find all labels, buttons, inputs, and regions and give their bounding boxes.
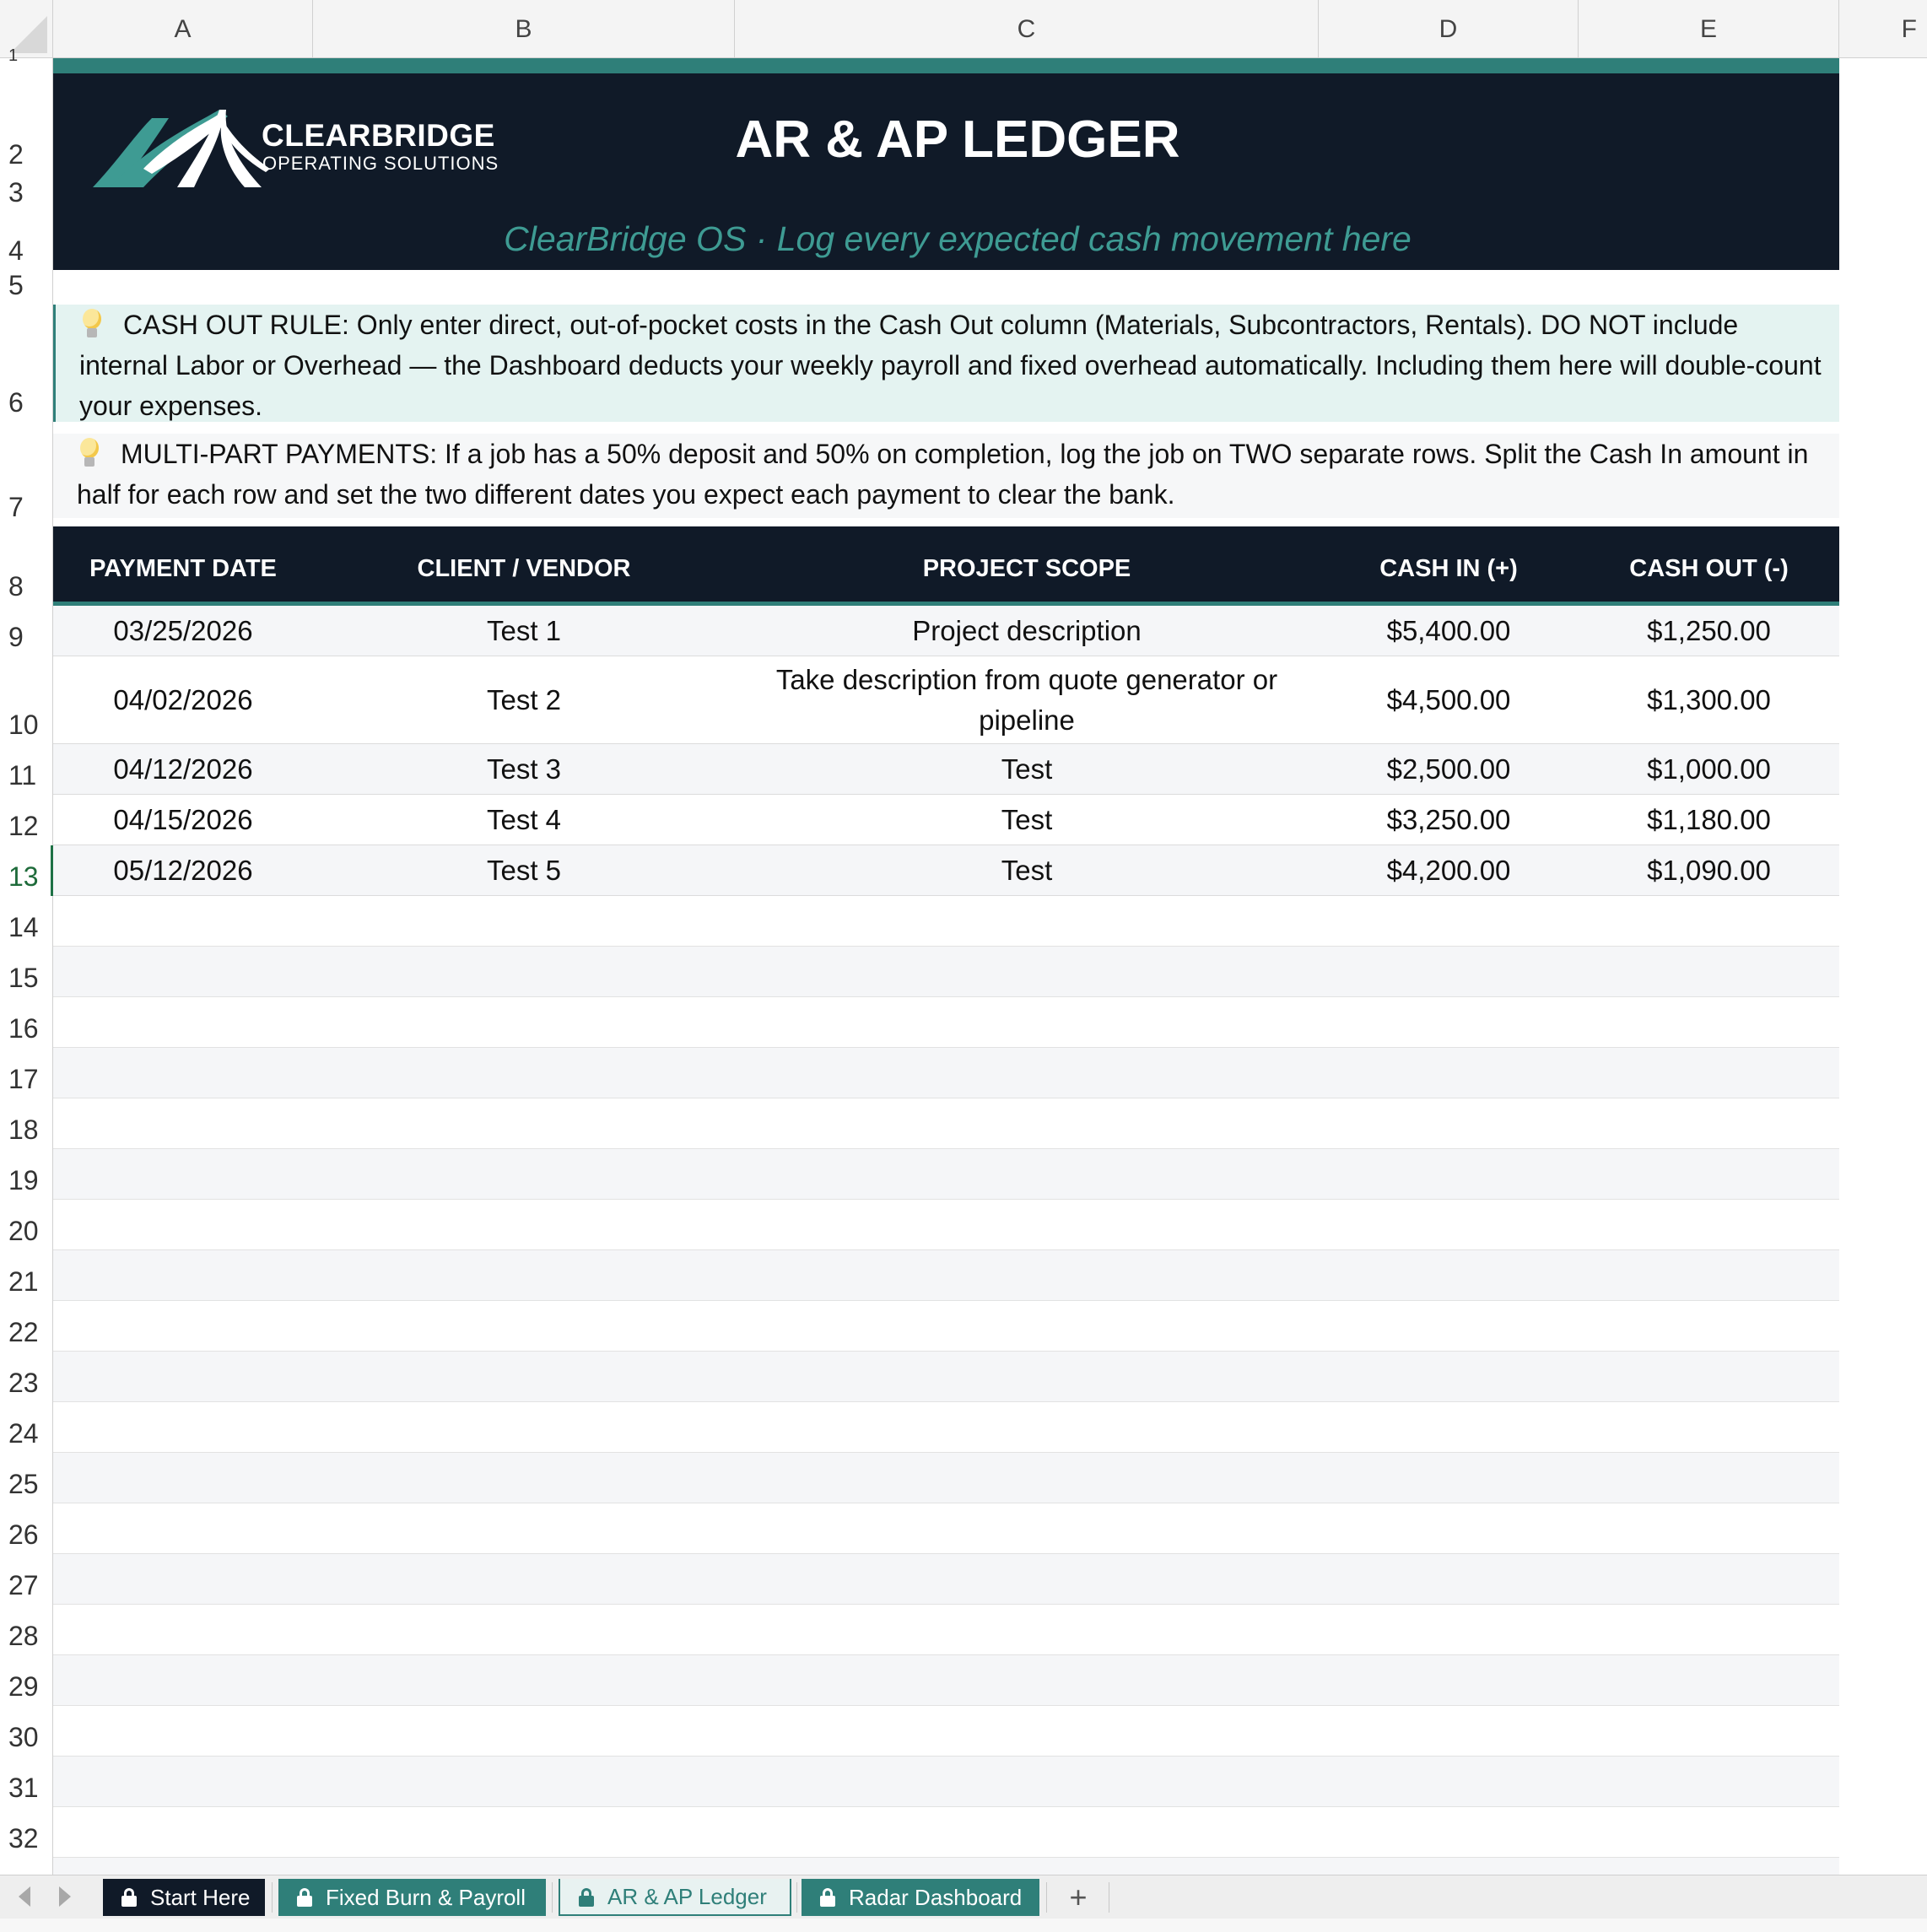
- header-project-scope[interactable]: PROJECT SCOPE: [922, 555, 1131, 582]
- cell-client-vendor[interactable]: Test 5: [486, 854, 562, 886]
- row-header[interactable]: 15: [0, 947, 53, 997]
- row-header[interactable]: 19: [0, 1149, 53, 1200]
- banner-accent-bar: [53, 58, 1839, 73]
- cell-project-scope[interactable]: Test: [1001, 854, 1053, 886]
- ledger-table-header: [53, 526, 1839, 606]
- cell-payment-date[interactable]: 04/15/2026: [113, 803, 253, 835]
- row-header[interactable]: 3: [0, 174, 53, 212]
- row-header[interactable]: 1: [0, 58, 53, 70]
- row-header[interactable]: 12: [0, 795, 53, 845]
- table-row: [53, 845, 1839, 896]
- empty-row[interactable]: [53, 1757, 1839, 1807]
- status-bar: [0, 1919, 1927, 1932]
- lock-icon: [579, 1888, 594, 1905]
- lock-icon: [297, 1888, 312, 1905]
- empty-row[interactable]: [53, 1352, 1839, 1402]
- cell-client-vendor[interactable]: Test 1: [486, 614, 562, 646]
- cell-payment-date[interactable]: 04/02/2026: [113, 683, 253, 715]
- cash-out-rule-note[interactable]: [53, 305, 1839, 422]
- cell-cash-out[interactable]: $1,000.00: [1647, 753, 1771, 785]
- table-row: [53, 795, 1839, 845]
- header-cash-in[interactable]: CASH IN (+): [1379, 555, 1518, 582]
- tab-label: AR & AP Ledger: [607, 1884, 767, 1909]
- empty-row[interactable]: [53, 1098, 1839, 1149]
- row-header[interactable]: 18: [0, 1098, 53, 1149]
- column-header-c[interactable]: C: [735, 0, 1319, 58]
- row-header[interactable]: 30: [0, 1706, 53, 1757]
- row-header[interactable]: 28: [0, 1605, 53, 1655]
- row-header[interactable]: 8: [0, 526, 53, 606]
- cell-cash-in[interactable]: $4,200.00: [1386, 854, 1511, 886]
- header-payment-date[interactable]: PAYMENT DATE: [89, 555, 277, 582]
- row-header[interactable]: 24: [0, 1402, 53, 1453]
- tab-ar-ap-ledger[interactable]: [559, 1879, 791, 1916]
- cell-project-scope[interactable]: Test: [1001, 753, 1053, 785]
- row-header[interactable]: 11: [0, 744, 53, 795]
- column-header-a[interactable]: A: [53, 0, 313, 58]
- empty-row[interactable]: [53, 896, 1839, 947]
- column-header-e[interactable]: E: [1579, 0, 1839, 58]
- lock-icon: [121, 1888, 137, 1905]
- cash-out-rule-text: CASH OUT RULE: Only enter direct, out-of-pocket costs in the Cash Out column (Materials, Subcontractors, Rentals). DO NOT include internal Labor or Overhead — the Dashboard deducts your weekly payroll and fixed overhead automatically. Including them here will double-count your expenses.: [79, 310, 1822, 421]
- row-header[interactable]: 22: [0, 1301, 53, 1352]
- lock-icon: [820, 1888, 835, 1905]
- cell-payment-date[interactable]: 04/12/2026: [113, 753, 253, 785]
- column-header-bar: [0, 0, 1927, 58]
- row-header[interactable]: 25: [0, 1453, 53, 1503]
- row-header[interactable]: 23: [0, 1352, 53, 1402]
- lightbulb-icon: [77, 438, 102, 468]
- row-header[interactable]: 29: [0, 1655, 53, 1706]
- tab-label: Fixed Burn & Payroll: [326, 1885, 526, 1910]
- tab-radar-dashboard[interactable]: [802, 1879, 1039, 1916]
- row-header[interactable]: 4: [0, 212, 53, 270]
- empty-row[interactable]: [53, 1301, 1839, 1352]
- row-header[interactable]: 31: [0, 1757, 53, 1807]
- scroll-tabs-left-icon[interactable]: [19, 1886, 30, 1907]
- empty-row[interactable]: [53, 1858, 1839, 1875]
- tab-separator: [552, 1882, 553, 1913]
- row-header[interactable]: 14: [0, 896, 53, 947]
- cell-cash-in[interactable]: $4,500.00: [1386, 683, 1511, 715]
- header-client-vendor[interactable]: CLIENT / VENDOR: [417, 555, 631, 582]
- empty-row[interactable]: [53, 1503, 1839, 1554]
- cell-cash-in[interactable]: $2,500.00: [1386, 753, 1511, 785]
- page-title: AR & AP LEDGER: [735, 111, 1180, 169]
- column-header-f[interactable]: F: [1901, 15, 1917, 43]
- empty-row[interactable]: [53, 1402, 1839, 1453]
- empty-row[interactable]: [53, 1655, 1839, 1706]
- cell-cash-in[interactable]: $3,250.00: [1386, 803, 1511, 835]
- row-header[interactable]: 27: [0, 1554, 53, 1605]
- row-header[interactable]: 6: [0, 305, 53, 422]
- cell-client-vendor[interactable]: Test 3: [486, 753, 562, 785]
- column-header-b[interactable]: B: [313, 0, 735, 58]
- table-row: [53, 606, 1839, 656]
- empty-row[interactable]: [53, 1554, 1839, 1605]
- tab-separator: [796, 1882, 797, 1913]
- empty-row[interactable]: [53, 1706, 1839, 1757]
- cell-client-vendor[interactable]: Test 2: [486, 683, 562, 715]
- row-header[interactable]: 9: [0, 606, 53, 656]
- multi-part-payments-text: MULTI-PART PAYMENTS: If a job has a 50% deposit and 50% on completion, log the job on TWO separate rows. Split the Cash In amount in half for each row and set the two different dates you expect each payment to clear the bank.: [77, 439, 1809, 510]
- row-header[interactable]: 21: [0, 1250, 53, 1301]
- tab-label: Start Here: [150, 1885, 251, 1910]
- cell-payment-date[interactable]: 03/25/2026: [113, 614, 253, 646]
- cell-project-scope[interactable]: Project description: [912, 614, 1142, 646]
- cell-payment-date[interactable]: 05/12/2026: [113, 854, 253, 886]
- row-header[interactable]: 7: [0, 422, 53, 526]
- cell-cash-in[interactable]: $5,400.00: [1386, 614, 1511, 646]
- row-header-active[interactable]: 13: [0, 845, 53, 896]
- cell-cash-out[interactable]: $1,250.00: [1647, 614, 1771, 646]
- cell-client-vendor[interactable]: Test 4: [486, 803, 562, 835]
- lightbulb-icon: [79, 309, 105, 339]
- table-row: [53, 744, 1839, 795]
- column-header-d[interactable]: D: [1319, 0, 1579, 58]
- tab-label: Radar Dashboard: [849, 1885, 1023, 1910]
- row-header[interactable]: 20: [0, 1200, 53, 1250]
- row-header[interactable]: 26: [0, 1503, 53, 1554]
- cell-cash-out[interactable]: $1,300.00: [1647, 683, 1771, 715]
- empty-row[interactable]: [53, 1250, 1839, 1301]
- row-header[interactable]: 5: [0, 270, 53, 305]
- tab-separator: [272, 1882, 273, 1913]
- tab-start-here[interactable]: [103, 1879, 265, 1916]
- empty-row[interactable]: [53, 1807, 1839, 1858]
- row-header[interactable]: 10: [0, 656, 53, 744]
- empty-row[interactable]: [53, 1605, 1839, 1655]
- tab-fixed-burn-payroll[interactable]: [278, 1879, 546, 1916]
- sheet-tab-bar: [0, 1875, 1927, 1919]
- multi-part-payments-note[interactable]: [53, 434, 1839, 518]
- empty-row[interactable]: [53, 1048, 1839, 1098]
- add-sheet-button[interactable]: +: [1069, 1880, 1088, 1914]
- empty-row[interactable]: [53, 1149, 1839, 1200]
- row-header[interactable]: 2: [0, 70, 53, 174]
- row-header[interactable]: 16: [0, 997, 53, 1048]
- logo-title: CLEARBRIDGE: [262, 118, 495, 153]
- page-subtitle: ClearBridge OS · Log every expected cash movement here: [504, 219, 1412, 258]
- header-cash-out[interactable]: CASH OUT (-): [1629, 555, 1789, 582]
- cell-cash-out[interactable]: $1,180.00: [1647, 803, 1771, 835]
- row-header[interactable]: 32: [0, 1807, 53, 1858]
- cell-project-scope[interactable]: Take description from quote generator or pipeline: [775, 663, 1278, 736]
- empty-row[interactable]: [53, 947, 1839, 997]
- scroll-tabs-right-icon[interactable]: [59, 1886, 71, 1907]
- empty-row[interactable]: [53, 1453, 1839, 1503]
- row-header: [0, 1858, 53, 1875]
- empty-row[interactable]: [53, 1200, 1839, 1250]
- row-header[interactable]: 17: [0, 1048, 53, 1098]
- cell-cash-out[interactable]: $1,090.00: [1647, 854, 1771, 886]
- logo-subtitle: OPERATING SOLUTIONS: [262, 153, 499, 174]
- tab-separator: [1046, 1882, 1047, 1913]
- empty-row[interactable]: [53, 997, 1839, 1048]
- table-row: [53, 656, 1839, 744]
- cell-project-scope[interactable]: Test: [1001, 803, 1053, 835]
